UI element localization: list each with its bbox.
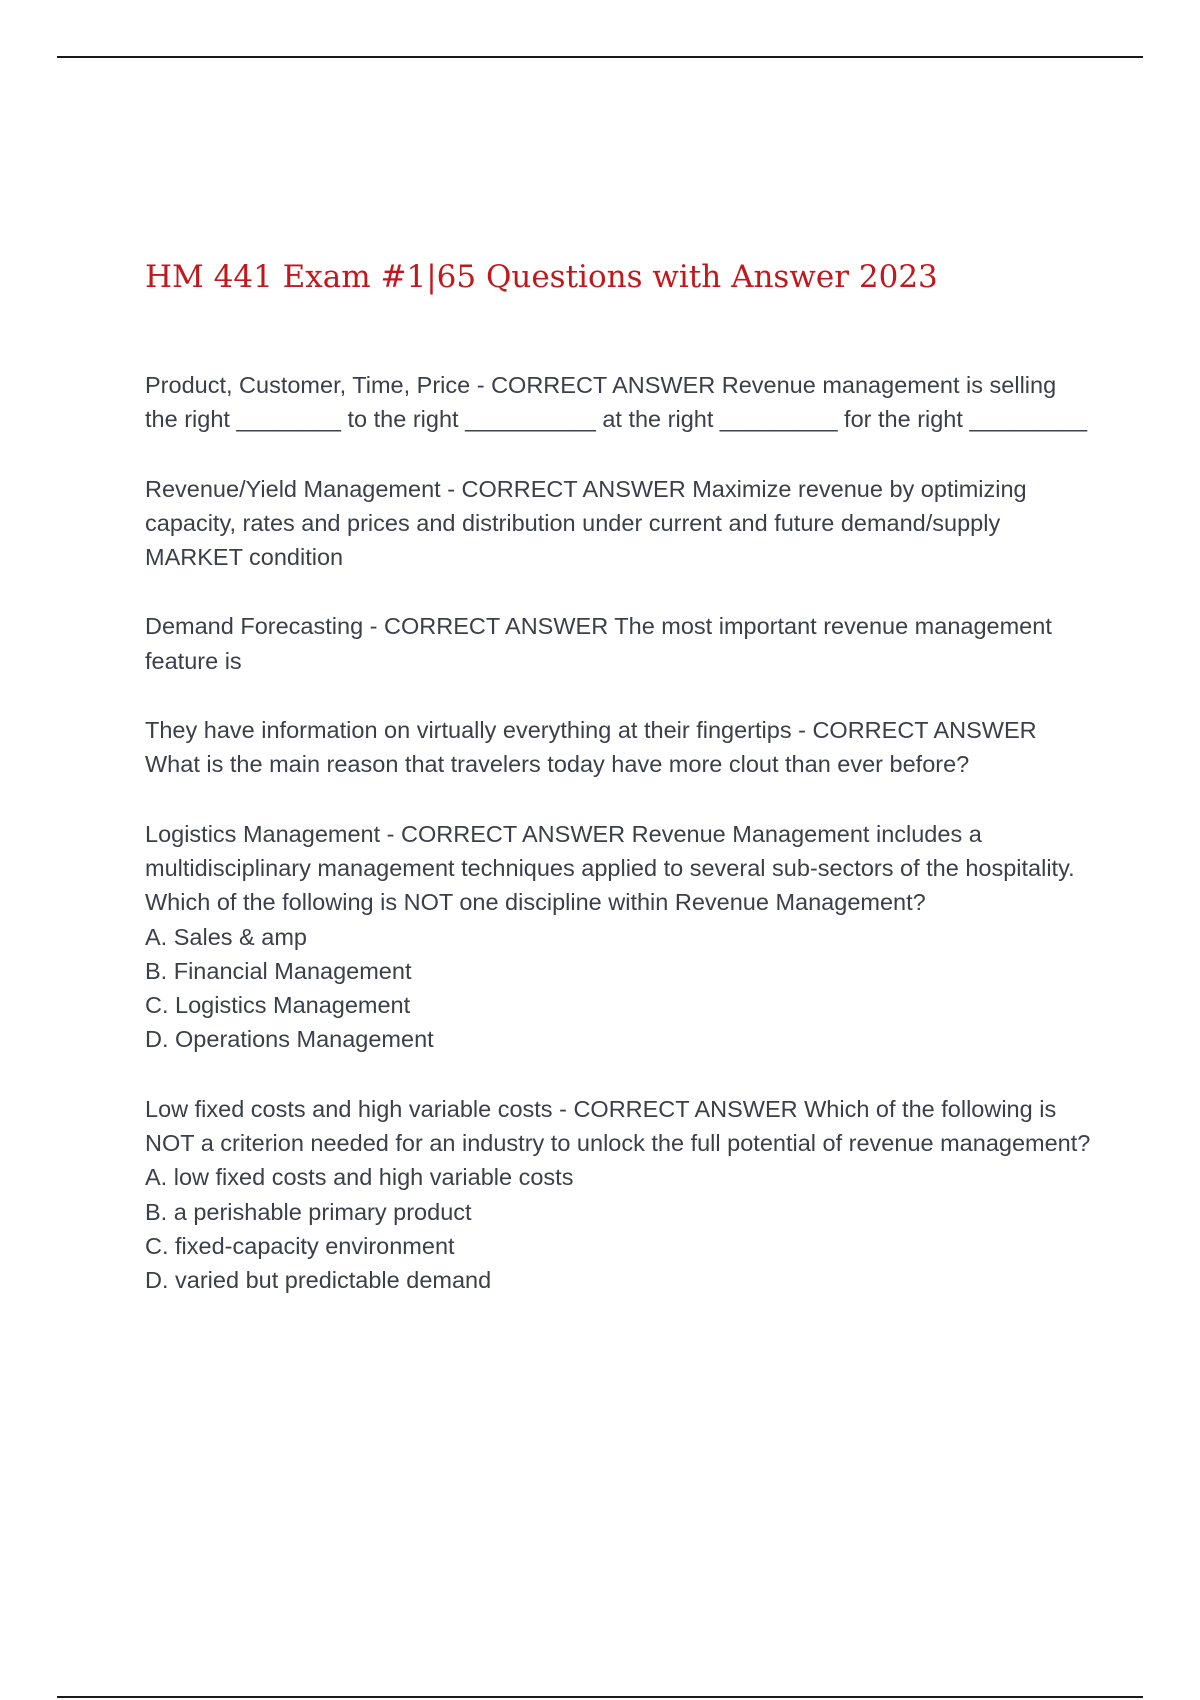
qa-text: Demand Forecasting - CORRECT ANSWER The most important revenue management feature is — [145, 613, 1052, 674]
qa-entry-4 — [145, 713, 1095, 782]
answer-option: A. Sales & amp — [145, 923, 307, 950]
footer-rule — [57, 1696, 1143, 1698]
header-rule — [57, 56, 1143, 58]
answer-option: A. low fixed costs and high variable costs — [145, 1164, 574, 1191]
answer-options — [145, 920, 1095, 1057]
answer-option: D. varied but predictable demand — [145, 1267, 492, 1294]
qa-text: Logistics Management - CORRECT ANSWER Revenue Management includes a multidisciplinary management techniques applied to several sub-sectors of the hospitality. Which of the following is NOT one discipline within Revenue Management? — [145, 820, 1075, 916]
qa-text: Product, Customer, Time, Price - CORRECT ANSWER Revenue management is selling the right ________ to the right __________ at the right _________ for the right _________ — [145, 372, 1088, 433]
answer-option: B. a perishable primary product — [145, 1198, 472, 1225]
answer-options — [145, 1160, 1095, 1297]
qa-text: Low fixed costs and high variable costs - CORRECT ANSWER Which of the following is NOT a criterion needed for an industry to unlock the full potential of revenue management? — [145, 1095, 1091, 1157]
answer-option: C. fixed-capacity environment — [145, 1232, 455, 1259]
qa-text: They have information on virtually everything at their fingertips - CORRECT ANSWER What is the main reason that travelers today have more clout than ever before? — [145, 717, 1037, 778]
qa-entry-3 — [145, 609, 1095, 678]
qa-text: Revenue/Yield Management - CORRECT ANSWER Maximize revenue by optimizing capacity, rates and prices and distribution under current and future demand/supply MARKET condition — [145, 475, 1027, 571]
qa-entry-6 — [145, 1092, 1095, 1298]
document-body — [145, 368, 1095, 1333]
document-title: HM 441 Exam #1|65 Questions with Answer 2023 — [145, 259, 938, 295]
answer-option: B. Financial Management — [145, 957, 412, 984]
qa-entry-2 — [145, 472, 1095, 575]
qa-entry-1 — [145, 368, 1095, 437]
answer-option: D. Operations Management — [145, 1026, 434, 1053]
qa-entry-5 — [145, 817, 1095, 1057]
answer-option: C. Logistics Management — [145, 992, 411, 1019]
